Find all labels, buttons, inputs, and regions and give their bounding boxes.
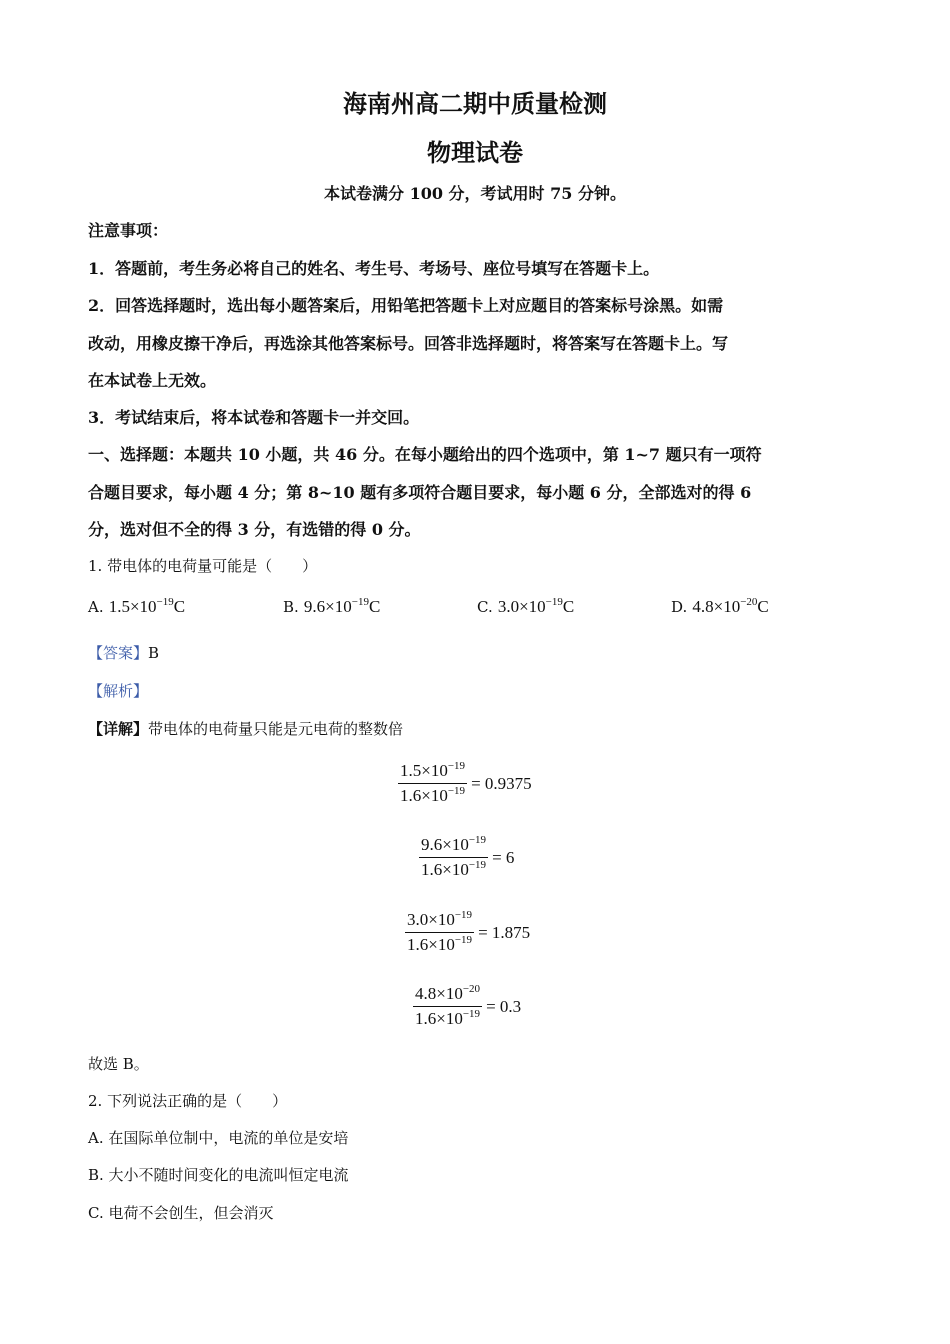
analysis-tag: 【解析】 (88, 682, 149, 700)
option-value: $3.0\times 10^{-19}C$ (497, 596, 575, 616)
notes-heading: 注意事项： (88, 221, 169, 240)
fraction-1: $\frac{1.5\times 10^{-19}}{1.6\times 10^{-19}}$ = 0.9375 (400, 760, 532, 805)
fraction-2: $\frac{9.6\times 10^{-19}}{1.6\times 10^{-19}}$ = 6 (421, 834, 515, 879)
detail-text: 带电体的电荷量只能是元电荷的整数倍 (148, 720, 404, 738)
q1-conclusion: 故选 B。 (88, 1055, 149, 1073)
exam-info: 本试卷满分 100 分，考试用时 75 分钟。 (324, 184, 626, 203)
section-1-line-2: 合题目要求，每小题 4 分；第 8~10 题有多项符合题目要求，每小题 6 分，全部选对的得 6 (88, 483, 752, 502)
note-item-2-line-2: 改动，用橡皮擦干净后，再选涂其他答案标号。回答非选择题时，将答案写在答题卡上。写 (88, 334, 729, 353)
note-item-3: 3．考试结束后，将本试卷和答题卡一并交回。 (88, 408, 420, 427)
answer-tag: 【答案】 (88, 644, 149, 662)
answer-value: B (148, 644, 160, 662)
exam-title: 海南州高二期中质量检测 (343, 89, 607, 118)
q2-option-a: A. 在国际单位制中，电流的单位是安培 (88, 1129, 349, 1147)
q1-option-b (283, 597, 380, 617)
q1-option-a (88, 597, 185, 617)
q2-option-c: C. 电荷不会创生，但会消灭 (88, 1204, 274, 1222)
option-label: B. (283, 598, 299, 616)
section-1-line-3: 分，选对但不全的得 3 分，有选错的得 0 分。 (88, 520, 421, 539)
option-label: D. (671, 598, 688, 616)
exam-subject: 物理试卷 (427, 138, 523, 167)
answer-line (88, 642, 159, 663)
option-label: C. (477, 598, 493, 616)
detail-line (88, 718, 403, 739)
note-item-2-line-1: 2．回答选择题时，选出每小题答案后，用铅笔把答题卡上对应题目的答案标号涂黑。如需 (88, 296, 724, 315)
note-item-1: 1．答题前，考生务必将自己的姓名、考生号、考场号、座位号填写在答题卡上。 (88, 259, 660, 278)
q1-option-c (477, 597, 574, 617)
fraction-3: $\frac{3.0\times 10^{-19}}{1.6\times 10^{-19}}$ = 1.875 (407, 909, 531, 954)
q1-option-d (671, 597, 769, 617)
detail-tag: 【详解】 (88, 720, 149, 738)
question-1-stem: 1. 带电体的电荷量可能是（ ） (88, 557, 318, 575)
option-value: $1.5\times 10^{-19}C$ (108, 596, 186, 616)
section-1-line-1: 一、选择题：本题共 10 小题，共 46 分。在每小题给出的四个选项中，第 1~7 题只有一项符 (88, 445, 762, 464)
question-2-stem: 2. 下列说法正确的是（ ） (88, 1092, 288, 1110)
fraction-4: $\frac{4.8\times 10^{-20}}{1.6\times 10^{-19}}$ = 0.3 (415, 983, 522, 1028)
note-item-2-line-3: 在本试卷上无效。 (88, 371, 217, 390)
option-value: $9.6\times 10^{-19}C$ (303, 596, 381, 616)
q2-option-b: B. 大小不随时间变化的电流叫恒定电流 (88, 1166, 349, 1184)
option-value: $4.8\times 10^{-20}C$ (692, 596, 769, 616)
option-label: A. (88, 598, 104, 616)
